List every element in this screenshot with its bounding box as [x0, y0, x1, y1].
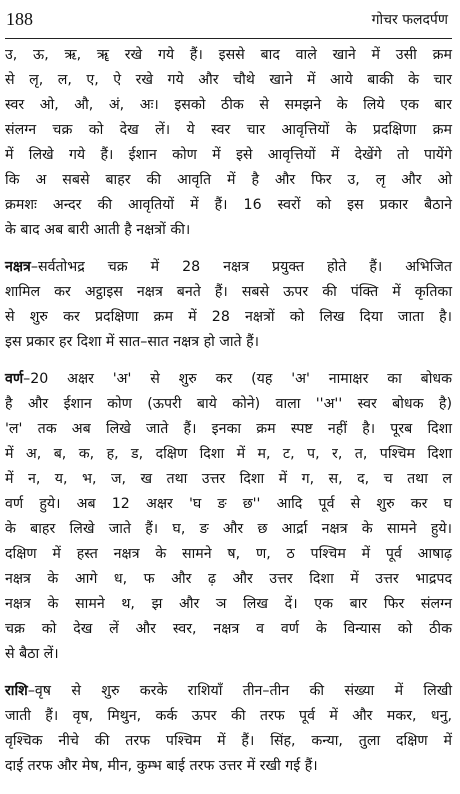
- page-number: 188: [6, 8, 33, 29]
- text-line: [5, 93, 452, 118]
- line-text: है और ईशान कोण (ऊपरी बाये कोने) वाला ''अ'' स्वर बोधक है): [5, 396, 452, 412]
- text-line: [5, 255, 452, 280]
- line-text: 'ल' तक अब लिखे जाते हैं। इनका क्रम स्पष्ट नहीं है। पूरब दिशा: [5, 421, 452, 437]
- section-term: नक्षत्र: [5, 259, 31, 275]
- line-text: चक्र को देख लें और स्वर, नक्षत्र व वर्ण के विन्यास को ठीक: [5, 621, 452, 637]
- line-text: नक्षत्र के सामने थ, झ और ञ लिख दें। एक बार फिर संलग्न: [5, 596, 452, 612]
- line-text: संलग्न चक्र को देख लें। ये स्वर चार आवृत्तियों के प्रदक्षिणा क्रम: [5, 122, 452, 138]
- text-line: [5, 305, 452, 330]
- text-line: [5, 218, 452, 243]
- text-line: [5, 517, 452, 542]
- text-line: [5, 168, 452, 193]
- line-text: उ, ऊ, ऋ, ॠ रखे गये हैं। इससे बाद वाले खाने में उसी क्रम: [5, 47, 452, 63]
- line-text: इस प्रकार हर दिशा में सात–सात नक्षत्र हो जाते हैं।: [5, 334, 260, 350]
- text-line: [5, 143, 452, 168]
- page-header: [5, 0, 452, 39]
- paragraph: [5, 43, 452, 243]
- line-text: जाती हैं। वृष, मिथुन, कर्क ऊपर की तरफ पूर्व में और मकर, धनु,: [5, 708, 452, 724]
- line-text: के बाद अब बारी आती है नक्षत्रों की।: [5, 222, 191, 238]
- line-text: वर्ण हुये। अब 12 अक्षर 'घ ङ छ'' आदि पूर्व से शुरु कर घ: [5, 496, 452, 512]
- text-line: [5, 467, 452, 492]
- running-title: गोचर फलदर्पण: [371, 11, 448, 28]
- line-text: से बैठा लें।: [5, 646, 59, 662]
- line-text: –सर्वतोभद्र चक्र में 28 नक्षत्र प्रयुक्त होते हैं। अभिजित: [30, 259, 452, 275]
- text-line: [5, 280, 452, 305]
- text-line: [5, 43, 452, 68]
- text-line: [5, 417, 452, 442]
- section-term: राशि: [5, 683, 28, 699]
- page-body: [5, 43, 452, 779]
- line-text: स्वर ओ, औ, अं, अः। इसको ठीक से समझने के लिये एक बार: [5, 97, 452, 113]
- paragraph: [5, 679, 452, 779]
- line-text: वृश्चिक नीचे की तरफ पश्चिम में हैं। सिंह, कन्या, तुला दक्षिण में: [5, 733, 452, 749]
- line-text: दक्षिण में हस्त नक्षत्र के सामने ष, ण, ठ पश्चिम में पूर्व आषाढ़: [5, 546, 452, 562]
- line-text: में अ, ब, क, ह, ड, दक्षिण दिशा में म, ट, प, र, त, पश्चिम दिशा: [5, 446, 452, 462]
- text-line: [5, 679, 452, 704]
- text-line: [5, 542, 452, 567]
- line-text: में न, य, भ, ज, ख तथा उत्तर दिशा में ग, स, द, च तथा ल: [5, 471, 452, 487]
- line-text: –वृष से शुरु करके राशियाँ तीन–तीन की संख्या में लिखी: [27, 683, 452, 699]
- line-text: से लृ, ल, ए, ऐ रखे गये और चौथे खाने में आये बाकी के चार: [5, 72, 452, 88]
- text-line: [5, 392, 452, 417]
- line-text: के बाहर लिखे जाते हैं। घ, ङ और छ आर्द्रा नक्षत्र के सामने हुये।: [5, 521, 452, 537]
- paragraph-gap: [5, 355, 452, 367]
- section-term: वर्ण: [5, 371, 24, 387]
- paragraph: [5, 255, 452, 355]
- line-text: शामिल कर अट्ठाइस नक्षत्र बनते हैं। सबसे ऊपर की पंक्ति में कृतिका: [5, 284, 452, 300]
- paragraph-gap: [5, 667, 452, 679]
- text-line: [5, 567, 452, 592]
- text-line: [5, 642, 452, 667]
- text-line: [5, 729, 452, 754]
- line-text: से शुरु कर प्रदक्षिणा क्रम में 28 नक्षत्रों को लिख दिया जाता है।: [5, 309, 452, 325]
- text-line: [5, 68, 452, 93]
- text-line: [5, 704, 452, 729]
- text-line: [5, 492, 452, 517]
- text-line: [5, 118, 452, 143]
- line-text: कि अ सबसे बाहर की आवृति में है और फिर उ, लृ और ओ: [5, 172, 452, 188]
- line-text: –20 अक्षर 'अ' से शुरु कर (यह 'अ' नामाक्षर का बोधक: [23, 371, 452, 387]
- paragraph: [5, 367, 452, 667]
- text-line: [5, 442, 452, 467]
- paragraph-gap: [5, 243, 452, 255]
- text-line: [5, 367, 452, 392]
- text-line: [5, 617, 452, 642]
- text-line: [5, 592, 452, 617]
- line-text: क्रमशः अन्दर की आवृतियों में हैं। 16 स्वरों को इस प्रकार बैठाने: [5, 197, 452, 213]
- line-text: दाई तरफ और मेष, मीन, कुम्भ बाई तरफ उत्तर में रखी गई हैं।: [5, 758, 318, 774]
- text-line: [5, 330, 452, 355]
- line-text: में लिखे गये हैं। ईशान कोण में इसे आवृत्तियों में देखेंगे तो पायेंगे: [5, 147, 452, 163]
- line-text: नक्षत्र के आगे ध, फ और ढ़ और उत्तर दिशा में उत्तर भाद्रपद: [5, 571, 452, 587]
- text-line: [5, 754, 452, 779]
- text-line: [5, 193, 452, 218]
